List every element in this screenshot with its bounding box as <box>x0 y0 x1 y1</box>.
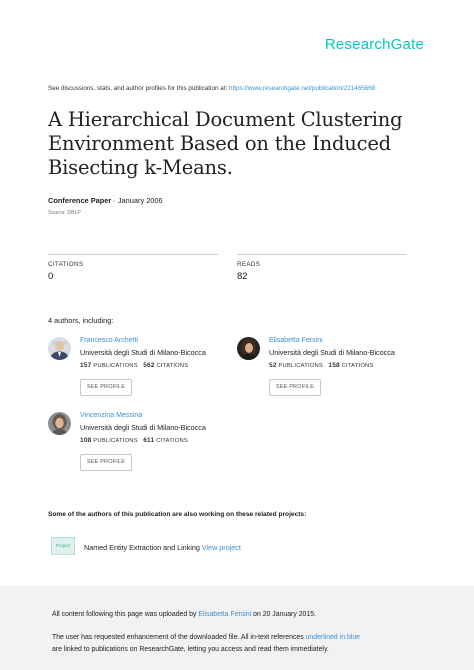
author-name-link[interactable]: Vincenzina Messina <box>80 412 143 419</box>
author-name-link[interactable]: Elisabetta Fersini <box>269 337 323 344</box>
enhancement-prefix: The user has requested enhancement of the downloaded file. All in-text references <box>52 634 306 641</box>
project-name: Named Entity Extraction and Linking <box>84 543 202 552</box>
see-profile-button[interactable]: SEE PROFILE <box>80 454 132 471</box>
upload-suffix: on 20 January 2015. <box>251 611 316 618</box>
authors-heading: 4 authors, including: <box>48 316 114 325</box>
publication-title: A Hierarchical Document Clustering Environment Based on the Induced Bisecting k-Means. <box>48 108 403 179</box>
enhancement-notice <box>52 632 360 656</box>
author-stats <box>269 362 374 369</box>
author-publications-count: 108 <box>80 437 92 444</box>
publications-label: PUBLICATIONS <box>93 363 138 369</box>
author-card <box>48 337 238 417</box>
uploader-link[interactable]: Elisabetta Fersini <box>198 611 252 618</box>
author-affiliation: Università degli Studi di Milano-Bicocca <box>80 423 206 432</box>
citations-divider <box>48 254 218 255</box>
view-project-link[interactable]: View project <box>201 543 241 552</box>
type-separator: · <box>111 196 118 205</box>
citations-label: CITATIONS <box>156 438 188 444</box>
author-affiliation: Università degli Studi di Milano-Bicocca <box>269 348 395 357</box>
author-citations-count: 158 <box>328 362 340 369</box>
citations-label: CITATIONS <box>48 261 84 268</box>
author-card <box>48 412 238 492</box>
author-avatar[interactable] <box>48 412 71 435</box>
see-profile-button[interactable]: SEE PROFILE <box>80 379 132 396</box>
reads-value: 82 <box>237 271 248 282</box>
enhancement-line3: are linked to publications on ResearchGate, letting you access and read them immediately. <box>52 646 329 653</box>
author-name-link[interactable]: Francesco Archetti <box>80 337 138 344</box>
publication-url-link[interactable]: https://www.researchgate.net/publication/221465668 <box>228 85 376 92</box>
see-profile-button[interactable]: SEE PROFILE <box>269 379 321 396</box>
publications-label: PUBLICATIONS <box>93 438 138 444</box>
upload-prefix: All content following this page was uploaded by <box>52 611 199 618</box>
reads-divider <box>237 254 407 255</box>
author-stats <box>80 362 188 369</box>
researchgate-logo[interactable]: ResearchGate <box>324 36 424 53</box>
discussion-notice <box>48 85 375 92</box>
project-item <box>84 543 241 552</box>
publications-label: PUBLICATIONS <box>278 363 323 369</box>
author-avatar[interactable] <box>48 337 71 360</box>
publication-source: Source: DBLP <box>48 210 81 216</box>
publication-type-line <box>48 196 163 205</box>
author-citations-count: 611 <box>143 437 155 444</box>
citations-label: CITATIONS <box>341 363 374 369</box>
publication-type: Conference Paper <box>48 196 112 205</box>
citations-label: CITATIONS <box>156 363 189 369</box>
project-icon[interactable]: Project <box>51 537 75 555</box>
discussion-prefix: See discussions, stats, and author profiles for this publication at: <box>48 85 229 92</box>
reads-label: READS <box>237 261 261 268</box>
citations-value: 0 <box>48 271 54 282</box>
underlined-blue-link[interactable]: underlined in blue <box>305 634 360 641</box>
author-publications-count: 52 <box>269 362 277 369</box>
publication-date: January 2006 <box>117 196 163 205</box>
author-affiliation: Università degli Studi di Milano-Bicocca <box>80 348 206 357</box>
author-stats <box>80 437 188 444</box>
upload-notice <box>52 611 316 618</box>
footer-panel <box>0 586 474 670</box>
author-publications-count: 157 <box>80 362 92 369</box>
related-projects-heading: Some of the authors of this publication are also working on these related projects: <box>48 511 307 518</box>
author-avatar[interactable] <box>237 337 260 360</box>
author-citations-count: 562 <box>143 362 155 369</box>
author-card <box>237 337 427 417</box>
